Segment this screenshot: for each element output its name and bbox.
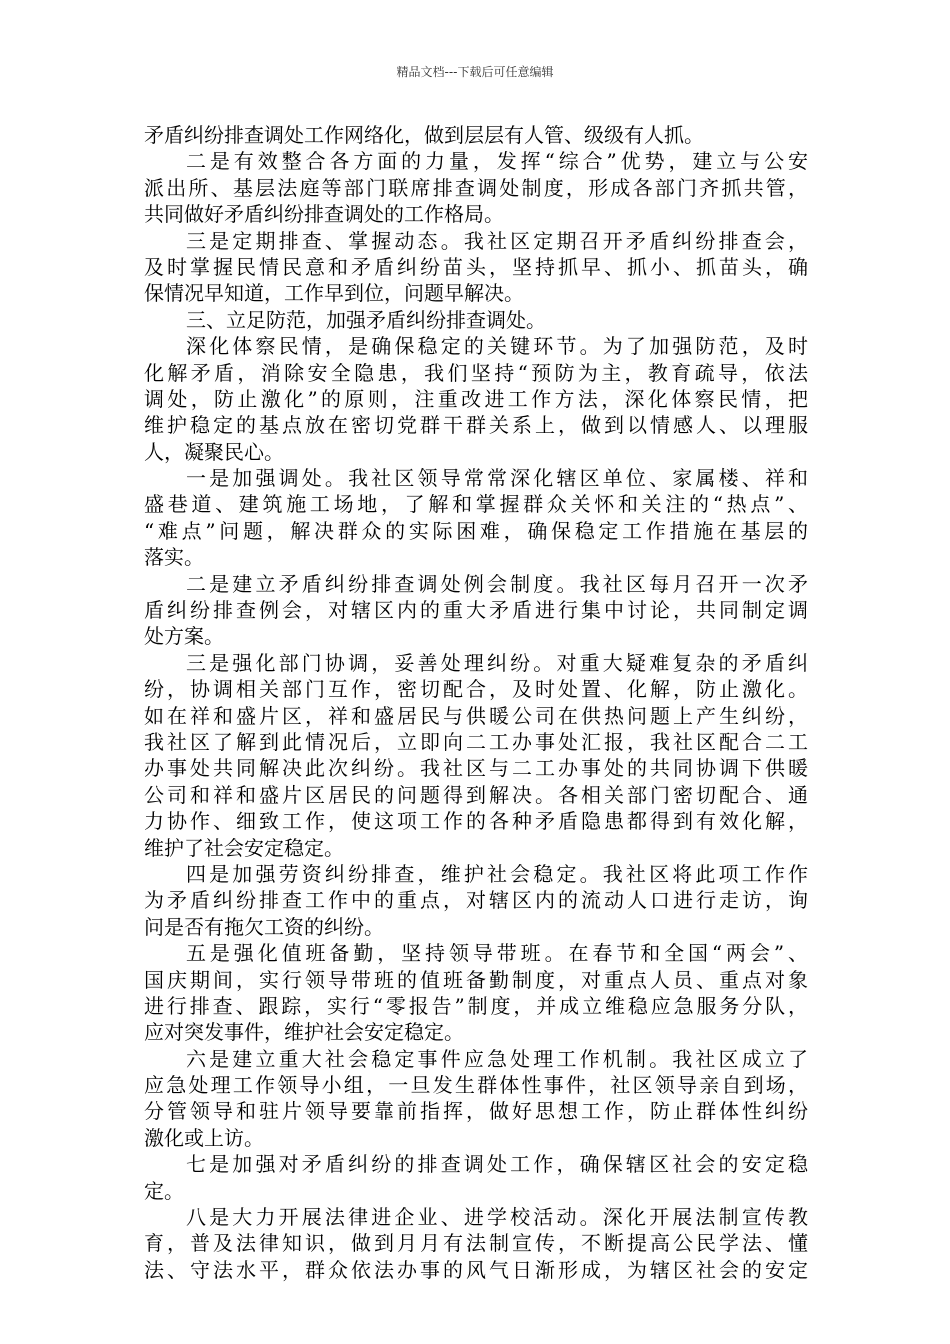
text-line: 调处，防止激化”的原则，注重改进工作方法，深化体察民情，把 bbox=[144, 386, 808, 411]
text-line: 为矛盾纠纷排查工作中的重点，对辖区内的流动人口进行走访，询 bbox=[144, 888, 808, 913]
text-line: 六是建立重大社会稳定事件应急处理工作机制。我社区成立了 bbox=[186, 1046, 808, 1071]
text-line: 共同做好矛盾纠纷排查调处的工作格局。 bbox=[144, 202, 504, 227]
text-line: 派出所、基层法庭等部门联席排查调处制度，形成各部门齐抓共管， bbox=[144, 175, 808, 200]
document-body bbox=[144, 122, 808, 1283]
text-line: 三是定期排查、掌握动态。我社区定期召开矛盾纠纷排查会， bbox=[186, 228, 808, 253]
text-line: 三、立足防范，加强矛盾纠纷排查调处。 bbox=[186, 307, 546, 332]
text-line: 二是有效整合各方面的力量，发挥“综合”优势，建立与公安 bbox=[186, 149, 808, 174]
text-line: 定。 bbox=[144, 1178, 184, 1203]
text-line: 及时掌握民情民意和矛盾纠纷苗头，坚持抓早、抓小、抓苗头，确 bbox=[144, 254, 808, 279]
text-line: 分管领导和驻片领导要靠前指挥，做好思想工作，防止群体性纠纷 bbox=[144, 1099, 808, 1124]
text-line: 国庆期间，实行领导带班的值班备勤制度，对重点人员、重点对象 bbox=[144, 967, 808, 992]
text-line: 如在祥和盛片区，祥和盛居民与供暖公司在供热问题上产生纠纷， bbox=[144, 703, 808, 728]
text-line: 盛巷道、建筑施工场地，了解和掌握群众关怀和关注的“热点”、 bbox=[144, 492, 808, 517]
text-line: 一是加强调处。我社区领导常常深化辖区单位、家属楼、祥和 bbox=[186, 466, 808, 491]
text-line: 应急处理工作领导小组，一旦发生群体性事件，社区领导亲自到场， bbox=[144, 1073, 808, 1098]
text-line: 二是建立矛盾纠纷排查调处例会制度。我社区每月召开一次矛 bbox=[186, 571, 808, 596]
text-line: 激化或上访。 bbox=[144, 1125, 264, 1150]
text-line: 问是否有拖欠工资的纠纷。 bbox=[144, 914, 384, 939]
text-line: 保情况早知道，工作早到位，问题早解决。 bbox=[144, 281, 524, 306]
text-line: 法、守法水平，群众依法办事的风气日渐形成，为辖区社会的安定 bbox=[144, 1257, 808, 1282]
text-line: 维护稳定的基点放在密切党群干群关系上，做到以情感人、以理服 bbox=[144, 413, 808, 438]
text-line: 四是加强劳资纠纷排查，维护社会稳定。我社区将此项工作作 bbox=[186, 861, 808, 886]
text-line: 我社区了解到此情况后，立即向二工办事处汇报，我社区配合二工 bbox=[144, 729, 808, 754]
text-line: 矛盾纠纷排查调处工作网络化，做到层层有人管、级级有人抓。 bbox=[144, 123, 704, 147]
text-line: 深化体察民情，是确保稳定的关键环节。为了加强防范，及时 bbox=[186, 334, 808, 359]
text-line: 盾纠纷排查例会，对辖区内的重大矛盾进行集中讨论，共同制定调 bbox=[144, 598, 808, 623]
text-line: 力协作、细致工作，使这项工作的各种矛盾隐患都得到有效化解， bbox=[144, 809, 808, 834]
text-line: “难点”问题，解决群众的实际困难，确保稳定工作措施在基层的 bbox=[144, 518, 808, 543]
text-line: 进行排查、跟踪，实行“零报告”制度，并成立维稳应急服务分队， bbox=[144, 993, 808, 1018]
text-line: 公司和祥和盛片区居民的问题得到解决。各相关部门密切配合、通 bbox=[144, 782, 808, 807]
text-line: 落实。 bbox=[144, 545, 204, 570]
text-line: 纷，协调相关部门互作，密切配合，及时处置、化解，防止激化。 bbox=[144, 677, 808, 702]
text-line: 育，普及法律知识，做到月月有法制宣传，不断提高公民学法、懂 bbox=[144, 1231, 808, 1256]
text-line: 人，凝聚民心。 bbox=[144, 439, 284, 464]
text-line: 办事处共同解决此次纠纷。我社区与二工办事处的共同协调下供暖 bbox=[144, 756, 808, 781]
text-line: 处方案。 bbox=[144, 624, 224, 649]
text-line: 化解矛盾，消除安全隐患，我们坚持“预防为主，教育疏导，依法 bbox=[144, 360, 808, 385]
page-header: 精品文档---下载后可任意编辑 bbox=[396, 65, 554, 79]
text-line: 八是大力开展法律进企业、进学校活动。深化开展法制宣传教 bbox=[186, 1205, 808, 1230]
text-line: 应对突发事件，维护社会安定稳定。 bbox=[144, 1020, 464, 1045]
text-line: 维护了社会安定稳定。 bbox=[144, 835, 344, 860]
text-line: 七是加强对矛盾纠纷的排查调处工作，确保辖区社会的安定稳 bbox=[186, 1152, 808, 1177]
text-line: 三是强化部门协调，妥善处理纠纷。对重大疑难复杂的矛盾纠 bbox=[186, 650, 808, 675]
text-line: 五是强化值班备勤，坚持领导带班。在春节和全国“两会”、 bbox=[186, 941, 808, 966]
